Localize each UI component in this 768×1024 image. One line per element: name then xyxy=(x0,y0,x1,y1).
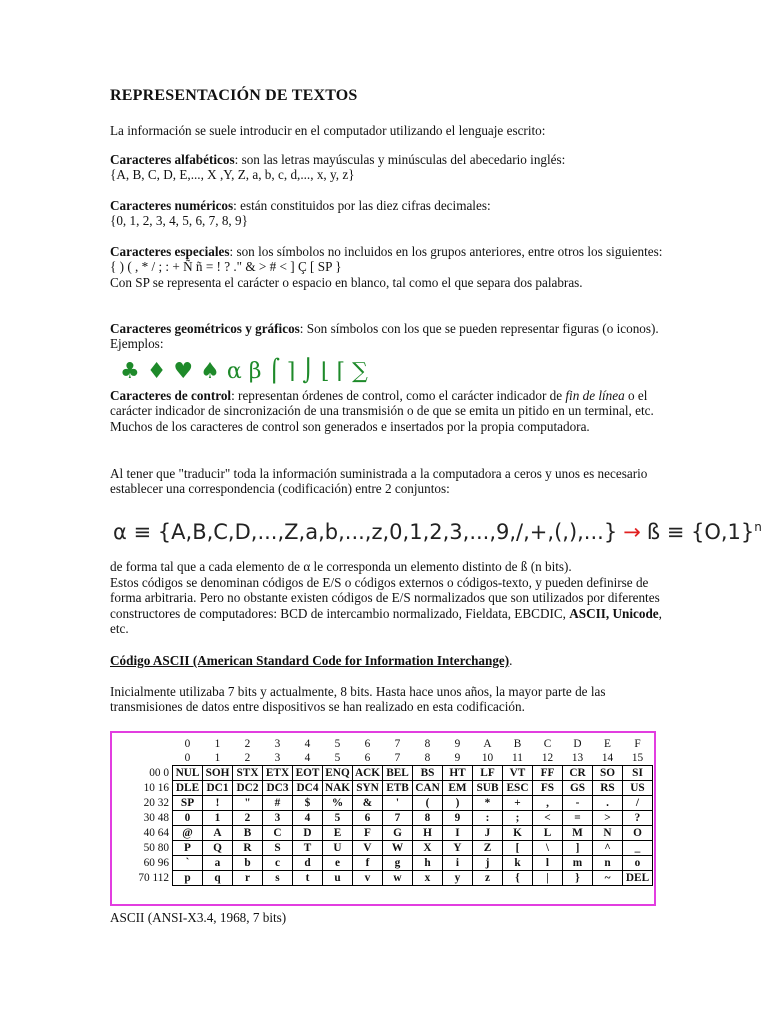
ascii-cell: % xyxy=(323,796,353,811)
ascii-cell: s xyxy=(263,871,293,886)
ascii-cell: 7 xyxy=(383,811,413,826)
ascii-cell: ENQ xyxy=(323,766,353,781)
ascii-dec-header: 0 xyxy=(184,751,191,764)
ascii-row-label xyxy=(128,781,173,796)
ascii-row-label xyxy=(128,811,173,826)
ascii-row-hex: 70 xyxy=(138,871,150,884)
ascii-cell: BS xyxy=(413,766,443,781)
ascii-cell: c xyxy=(263,856,293,871)
ascii-cell: t xyxy=(293,871,323,886)
ascii-cell: C xyxy=(263,826,293,841)
ascii-cell: z xyxy=(473,871,503,886)
ascii-cell: CAN xyxy=(413,781,443,796)
ascii-corner xyxy=(128,737,173,751)
ascii-cell: j xyxy=(473,856,503,871)
ascii-cell: STX xyxy=(233,766,263,781)
ascii-cell: FF xyxy=(533,766,563,781)
ascii-cell: ( xyxy=(413,796,443,811)
ascii-cell: h xyxy=(413,856,443,871)
ascii-cell: P xyxy=(173,841,203,856)
ascii-cell: NAK xyxy=(323,781,353,796)
ascii-hex-header: 6 xyxy=(364,737,371,750)
ascii-cell: - xyxy=(563,796,593,811)
ascii-cell: ^ xyxy=(593,841,623,856)
ascii-hex-header: C xyxy=(543,737,552,750)
arrow-icon: → xyxy=(623,520,641,544)
ascii-cell: b xyxy=(233,856,263,871)
ascii-cell: H xyxy=(413,826,443,841)
ascii-row-dec: 32 xyxy=(157,796,169,809)
ascii-cell: U xyxy=(323,841,353,856)
ascii-row-dec: 112 xyxy=(152,871,169,884)
ascii-cell: 0 xyxy=(173,811,203,826)
alphabetic-label: Caracteres alfabéticos xyxy=(110,152,235,167)
ascii-row-label xyxy=(128,796,173,811)
ascii-dec-header: 9 xyxy=(454,751,461,764)
ascii-hex-header: 7 xyxy=(394,737,401,750)
ascii-cell: _ xyxy=(623,841,653,856)
ascii-cell: V xyxy=(353,841,383,856)
ascii-hex-header: 0 xyxy=(184,737,191,750)
ascii-row-dec: 96 xyxy=(157,856,169,869)
ascii-cell: J xyxy=(473,826,503,841)
numeric-text: : están constituidos por las diez cifras decimales: xyxy=(233,198,491,213)
formula-left: α ≡ {A,B,C,D,...,Z,a,b,...,z,0,1,2,3,...,9,/,+,(,),...} xyxy=(113,520,618,544)
ascii-row-hex: 10 xyxy=(143,781,155,794)
geometric-label: Caracteres geométricos y gráficos xyxy=(110,321,300,336)
ascii-hex-header: F xyxy=(634,737,641,750)
ascii-cell: T xyxy=(293,841,323,856)
ascii-row-dec: 0 xyxy=(163,766,169,779)
ascii-cell: v xyxy=(353,871,383,886)
ascii-dec-header: 11 xyxy=(512,751,523,764)
ascii-cell: r xyxy=(233,871,263,886)
ascii-dec-header: 5 xyxy=(334,751,341,764)
ascii-cell: ; xyxy=(503,811,533,826)
ascii-cell: m xyxy=(563,856,593,871)
ascii-hex-header: 5 xyxy=(334,737,341,750)
ascii-cell: US xyxy=(623,781,653,796)
ascii-cell: EM xyxy=(443,781,473,796)
ascii-cell: K xyxy=(503,826,533,841)
ascii-row xyxy=(128,856,653,871)
ascii-cell: | xyxy=(533,871,563,886)
ascii-cell: X xyxy=(413,841,443,856)
ascii-dec-header: 3 xyxy=(274,751,281,764)
translate-paragraph: Al tener que "traducir" toda la información suministrada a la computadora a ceros y unos es necesario establecer una correspondencia (codificación) entre 2 conjuntos: xyxy=(110,466,648,497)
ascii-dec-header: 8 xyxy=(424,751,431,764)
ascii-cell: SUB xyxy=(473,781,503,796)
ascii-hex-header: 3 xyxy=(274,737,281,750)
ascii-cell: DEL xyxy=(623,871,653,886)
correspondence-paragraph: de forma tal que a cada elemento de α le corresponda un elemento distinto de ß (n bits). xyxy=(110,559,572,574)
ascii-table xyxy=(128,737,653,886)
ascii-cell: p xyxy=(173,871,203,886)
ascii-cell: / xyxy=(623,796,653,811)
ascii-cell: 4 xyxy=(293,811,323,826)
ascii-cell: a xyxy=(203,856,233,871)
ascii-row-label xyxy=(128,766,173,781)
ascii-cell: 8 xyxy=(413,811,443,826)
ascii-row xyxy=(128,871,653,886)
ascii-cell: 5 xyxy=(323,811,353,826)
ascii-cell: k xyxy=(503,856,533,871)
ascii-cell: $ xyxy=(293,796,323,811)
ascii-cell: GS xyxy=(563,781,593,796)
codes-paragraph xyxy=(110,575,670,637)
ascii-cell: D xyxy=(293,826,323,841)
geometric-symbols: ♣ ♦ ♥ ♠ α β ⌠ ⌉ ⌡ ⌊ ⌈ ∑ xyxy=(120,359,368,384)
ascii-cell: W xyxy=(383,841,413,856)
ascii-cell: d xyxy=(293,856,323,871)
ascii-row-label xyxy=(128,871,173,886)
ascii-cell: 1 xyxy=(203,811,233,826)
ascii-hex-header: E xyxy=(604,737,611,750)
special-set: { ) ( , * / ; : + Ñ ñ = ! ? ." & > # < ] Ç [ SP } xyxy=(110,259,342,275)
ascii-cell: n xyxy=(593,856,623,871)
ascii-cell: > xyxy=(593,811,623,826)
ascii-cell: A xyxy=(203,826,233,841)
ascii-row-label xyxy=(128,841,173,856)
ascii-row-hex: 60 xyxy=(143,856,155,869)
ascii-cell: w xyxy=(383,871,413,886)
control-text-b: o el carácter indicador de sincronización de una transmisión o de que se emita un pitido en un terminal, etc. Muchos de los caracteres de control son generados e insertados por la propia computadora. xyxy=(110,388,654,434)
ascii-cell: ESC xyxy=(503,781,533,796)
ascii-cell: e xyxy=(323,856,353,871)
ascii-cell: CR xyxy=(563,766,593,781)
ascii-dec-header: 1 xyxy=(214,751,221,764)
geometric-paragraph xyxy=(110,321,670,352)
ascii-caption: ASCII (ANSI-X3.4, 1968, 7 bits) xyxy=(110,910,287,925)
ascii-cell: VT xyxy=(503,766,533,781)
ascii-cell: SI xyxy=(623,766,653,781)
ascii-cell: ? xyxy=(623,811,653,826)
ascii-cell: SOH xyxy=(203,766,233,781)
ascii-cell: \ xyxy=(533,841,563,856)
ascii-hex-header: 4 xyxy=(304,737,311,750)
ascii-cell: x xyxy=(413,871,443,886)
ascii-dec-header: 12 xyxy=(541,751,554,764)
ascii-cell: S xyxy=(263,841,293,856)
ascii-cell: Z xyxy=(473,841,503,856)
ascii-row xyxy=(128,826,653,841)
ascii-cell: L xyxy=(533,826,563,841)
codes-end: , etc. xyxy=(110,605,662,637)
ascii-row-dec: 16 xyxy=(157,781,169,794)
ascii-dec-header: 13 xyxy=(571,751,584,764)
ascii-cell: B xyxy=(233,826,263,841)
ascii-row-dec: 80 xyxy=(157,841,169,854)
ascii-cell: LF xyxy=(473,766,503,781)
ascii-cell: o xyxy=(623,856,653,871)
ascii-row xyxy=(128,781,653,796)
formula-right: ß ≡ {O,1} xyxy=(646,520,755,544)
ascii-cell: ETB xyxy=(383,781,413,796)
ascii-cell: * xyxy=(473,796,503,811)
ascii-dec-header: 4 xyxy=(304,751,311,764)
special-label: Caracteres especiales xyxy=(110,244,230,259)
ascii-row-dec: 48 xyxy=(157,811,169,824)
special-paragraph xyxy=(110,244,670,290)
ascii-cell: DC4 xyxy=(293,781,323,796)
ascii-cell: } xyxy=(563,871,593,886)
ascii-cell: M xyxy=(563,826,593,841)
ascii-cell: NUL xyxy=(173,766,203,781)
ascii-cell: g xyxy=(383,856,413,871)
ascii-cell: F xyxy=(353,826,383,841)
ascii-cell: SO xyxy=(593,766,623,781)
ascii-cell: DC1 xyxy=(203,781,233,796)
ascii-cell: E xyxy=(323,826,353,841)
ascii-cell: . xyxy=(593,796,623,811)
ascii-cell: ACK xyxy=(353,766,383,781)
ascii-row-hex: 30 xyxy=(143,811,155,824)
ascii-hex-header-row xyxy=(128,737,653,751)
special-note: Con SP se representa el carácter o espacio en blanco, tal como el que separa dos palabras. xyxy=(110,274,583,290)
ascii-row-label xyxy=(128,826,173,841)
ascii-cell: + xyxy=(503,796,533,811)
ascii-cell: @ xyxy=(173,826,203,841)
control-italic: fin de línea xyxy=(565,388,625,403)
ascii-cell: SYN xyxy=(353,781,383,796)
ascii-cell: DC2 xyxy=(233,781,263,796)
geometric-text: : Son símbolos con los que se pueden representar figuras (o iconos). Ejemplos: xyxy=(110,321,659,352)
ascii-cell: DC3 xyxy=(263,781,293,796)
ascii-row xyxy=(128,796,653,811)
ascii-cell: N xyxy=(593,826,623,841)
ascii-cell: , xyxy=(533,796,563,811)
control-paragraph xyxy=(110,388,670,434)
ascii-corner xyxy=(128,751,173,766)
numeric-set: {0, 1, 2, 3, 4, 5, 6, 7, 8, 9} xyxy=(110,213,248,229)
numeric-label: Caracteres numéricos xyxy=(110,198,234,213)
ascii-dec-header: 14 xyxy=(601,751,614,764)
ascii-hex-header: D xyxy=(573,737,582,750)
ascii-cell: Q xyxy=(203,841,233,856)
ascii-row xyxy=(128,841,653,856)
ascii-cell: : xyxy=(473,811,503,826)
ascii-heading xyxy=(110,653,670,668)
ascii-cell: = xyxy=(563,811,593,826)
ascii-dec-header-row xyxy=(128,751,653,766)
ascii-cell: FS xyxy=(533,781,563,796)
ascii-dec-header: 10 xyxy=(481,751,494,764)
ascii-heading-text: Código ASCII (American Standard Code for Information Interchange) xyxy=(110,653,510,668)
ascii-cell: f xyxy=(353,856,383,871)
ascii-hex-header: 2 xyxy=(244,737,251,750)
formula-exponent: n xyxy=(754,520,762,534)
ascii-cell: ! xyxy=(203,796,233,811)
ascii-cell: y xyxy=(443,871,473,886)
control-label: Caracteres de control xyxy=(110,388,232,403)
ascii-cell: l xyxy=(533,856,563,871)
ascii-dec-header: 6 xyxy=(364,751,371,764)
ascii-cell: 9 xyxy=(443,811,473,826)
ascii-row-hex: 40 xyxy=(143,826,155,839)
ascii-heading-end: . xyxy=(509,653,513,668)
ascii-cell: [ xyxy=(503,841,533,856)
ascii-cell: " xyxy=(233,796,263,811)
ascii-row-dec: 64 xyxy=(157,826,169,839)
ascii-row xyxy=(128,811,653,826)
special-text: : son los símbolos no incluidos en los grupos anteriores, entre otros los siguientes: xyxy=(229,244,663,259)
ascii-cell: O xyxy=(623,826,653,841)
ascii-cell: q xyxy=(203,871,233,886)
ascii-row-hex: 20 xyxy=(143,796,155,809)
ascii-row xyxy=(128,766,653,781)
ascii-cell: # xyxy=(263,796,293,811)
ascii-dec-header: 2 xyxy=(244,751,251,764)
ascii-cell: Y xyxy=(443,841,473,856)
ascii-cell: < xyxy=(533,811,563,826)
ascii-dec-header: 15 xyxy=(631,751,644,764)
ascii-cell: ~ xyxy=(593,871,623,886)
ascii-hex-header: B xyxy=(513,737,522,750)
alphabetic-text: : son las letras mayúsculas y minúsculas del abecedario inglés: xyxy=(234,152,566,167)
ascii-cell: ' xyxy=(383,796,413,811)
ascii-cell: & xyxy=(353,796,383,811)
page-title: REPRESENTACIÓN DE TEXTOS xyxy=(110,87,358,104)
ascii-cell: BEL xyxy=(383,766,413,781)
ascii-cell: ` xyxy=(173,856,203,871)
ascii-hex-header: 8 xyxy=(424,737,431,750)
ascii-cell: SP xyxy=(173,796,203,811)
ascii-cell: u xyxy=(323,871,353,886)
ascii-row-hex: 00 xyxy=(149,766,161,779)
ascii-cell: 2 xyxy=(233,811,263,826)
ascii-cell: 3 xyxy=(263,811,293,826)
ascii-row-label xyxy=(128,856,173,871)
alphabetic-paragraph xyxy=(110,152,670,183)
ascii-cell: I xyxy=(443,826,473,841)
ascii-dec-header: 7 xyxy=(394,751,401,764)
ascii-cell: HT xyxy=(443,766,473,781)
ascii-hex-header: 1 xyxy=(214,737,221,750)
intro-paragraph: La información se suele introducir en el computador utilizando el lenguaje escrito: xyxy=(110,123,546,138)
ascii-cell: G xyxy=(383,826,413,841)
ascii-cell: { xyxy=(503,871,533,886)
ascii-row-hex: 50 xyxy=(143,841,155,854)
ascii-cell: 6 xyxy=(353,811,383,826)
control-text-a: : representan órdenes de control, como el carácter indicador de xyxy=(231,388,566,403)
ascii-hex-header: 9 xyxy=(454,737,461,750)
numeric-paragraph xyxy=(110,198,670,229)
ascii-cell: ] xyxy=(563,841,593,856)
ascii-cell: i xyxy=(443,856,473,871)
ascii-cell: R xyxy=(233,841,263,856)
ascii-cell: ETX xyxy=(263,766,293,781)
alphabetic-set: {A, B, C, D, E,..., X ,Y, Z, a, b, c, d,..., x, y, z} xyxy=(110,167,355,183)
ascii-intro-paragraph: Inicialmente utilizaba 7 bits y actualmente, 8 bits. Hasta hace unos años, la mayor parte de las transmisiones de datos entre dispositivos se han realizado en esta codificación. xyxy=(110,684,606,715)
codes-bold: ASCII, Unicode xyxy=(569,605,659,621)
ascii-hex-header: A xyxy=(483,737,492,750)
codes-text: Estos códigos se denominan códigos de E/S o códigos externos o códigos-texto, y pueden definirse de forma arbitraria. Pero no obstante existen códigos de E/S normalizados que son utilizados por diferentes constructores de computadores: BCD de intercambio normalizado, Fieldata, EBCDIC, xyxy=(110,575,660,621)
ascii-cell: RS xyxy=(593,781,623,796)
ascii-cell: EOT xyxy=(293,766,323,781)
coding-formula xyxy=(113,512,762,546)
ascii-cell: ) xyxy=(443,796,473,811)
ascii-cell: DLE xyxy=(173,781,203,796)
